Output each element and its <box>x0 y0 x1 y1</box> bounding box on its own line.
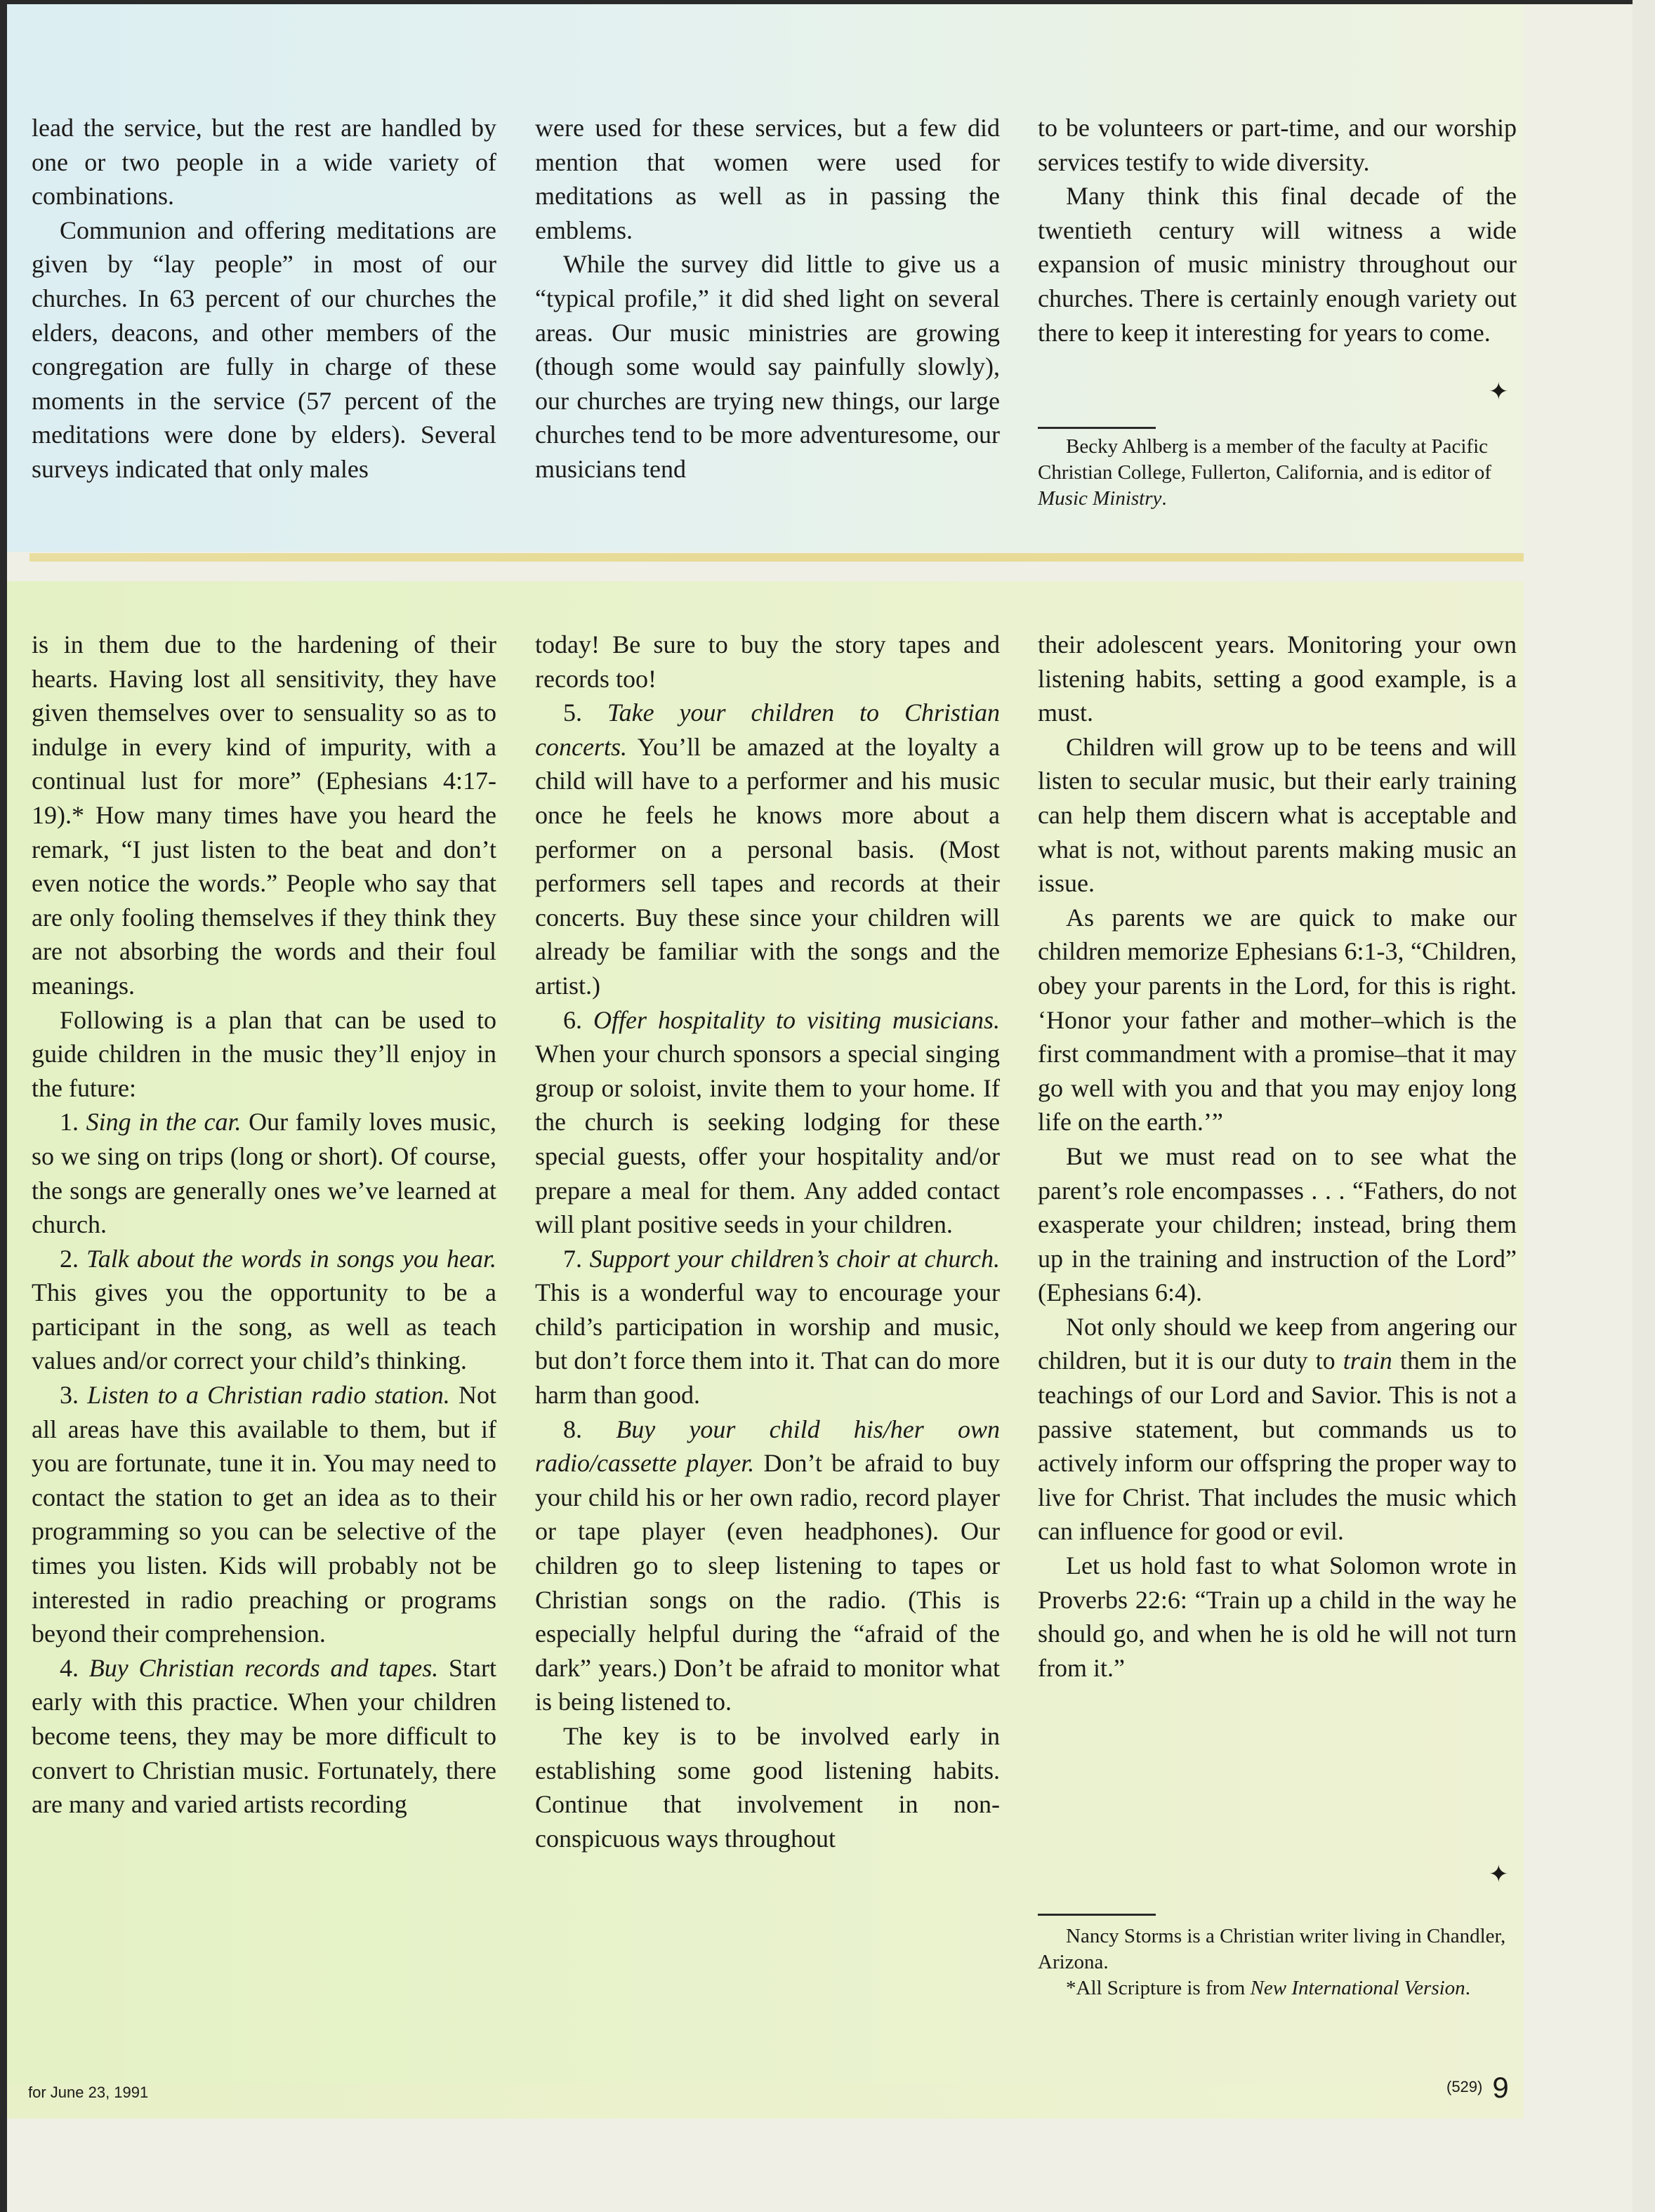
bottom-column-1 <box>32 628 496 1822</box>
tip-item: 3. Listen to a Christian radio station. Not all areas have this available to them, but if you are fortunate, tune it in. You may need to contact the station to get an idea as to their programming so you can be selective of the times you listen. Kids will probably not be interested in radio preaching or programs beyond their comprehension. <box>32 1381 497 1648</box>
bottom-column-3 <box>1038 628 1517 1685</box>
page-number: 9 <box>1492 2071 1509 2104</box>
paragraph: While the survey did little to give us a “typical profile,” it did shed light on several areas. Our music ministries are growing (though some would say painfully slowly), our churches are trying new things, our large churches tend to be more adventuresome, our musicians tend <box>535 250 1000 483</box>
top-column-1 <box>32 111 496 486</box>
top-column-3 <box>1038 111 1517 350</box>
paragraph: were used for these services, but a few did mention that women were used for meditations as well as in passing the emblems. <box>535 114 1000 244</box>
paragraph: As parents we are quick to make our children memorize Ephesians 6:1-3, “Children, obey your parents in the Lord, for this is right. ‘Honor your father and mother–which is the first commandment with a promise–that it may go well with you and that you may enjoy long life on the earth.’” <box>1038 903 1517 1137</box>
bio-rule <box>1038 427 1156 429</box>
paragraph: today! Be sure to buy the story tapes and records too! <box>535 630 1000 693</box>
bio-rule <box>1038 1914 1156 1916</box>
paragraph: Not only should we keep from angering our children, but it is our duty to train them in the teachings of our Lord and Savior. This is not a passive statement, but commands us to actively inform our offspring the proper way to live for Christ. That includes the music which can influence for good or evil. <box>1038 1312 1517 1546</box>
tip-item: 1. Sing in the car. Our family loves music, so we sing on trips (long or short). Of course, the songs are generally ones we’ve learned at church. <box>32 1108 497 1239</box>
paragraph: Communion and offering meditations are given by “lay people” in most of our churches. In 63 percent of our churches the elders, deacons, and other members of the congregation are fully in charge of these moments in the service (57 percent of the meditations were done by elders). Several surveys indicated that only males <box>32 216 496 483</box>
footer-strip <box>7 2084 1524 2119</box>
page-folio <box>1446 2071 1509 2105</box>
paragraph: to be volunteers or part-time, and our worship services testify to wide diversity. <box>1038 114 1517 176</box>
paragraph: Following is a plan that can be used to guide children in the music they’ll enjoy in the future: <box>32 1005 496 1102</box>
tip-item: 5. Take your children to Christian concerts. You’ll be amazed at the loyalty a child will have to a performer and his music once he feels he knows more about a performer on a personal basis. (Most performers sell tapes and records at their concerts. Buy these since your children will already be familiar with the songs and the artist.) <box>535 698 1000 1000</box>
bottom-column-2 <box>535 628 1000 1855</box>
section-divider <box>29 553 1524 562</box>
top-column-2 <box>535 111 1000 486</box>
paragraph: Let us hold fast to what Solomon wrote in Proverbs 22:6: “Train up a child in the way he should go, and when he is old he will not turn from it.” <box>1038 1551 1517 1682</box>
paragraph: Children will grow up to be teens and will listen to secular music, but their early training can help them discern what is acceptable and what is not, without parents making music an issue. <box>1038 732 1517 898</box>
tip-item: 7. Support your children’s choir at church. This is a wonderful way to encourage your child’s participation in worship and music, but don’t force them into it. That can do more harm than good. <box>535 1244 1000 1410</box>
paragraph: is in them due to the hardening of their hearts. Having lost all sensitivity, they have given themselves over to sensuality so as to indulge in every kind of impurity, with a continual lust for more” (Ephesians 4:17-19).* How many times have you heard the remark, “I just listen to the beat and don’t even notice the words.” People who say that are only fooling themselves if they think they are not absorbing the words and their foul meanings. <box>32 630 496 1000</box>
paragraph: lead the service, but the rest are handled by one or two people in a wide variety of combinations. <box>32 114 496 211</box>
tip-item: 8. Buy your child his/her own radio/cassette player. Don’t be afraid to buy your child his or her own radio, record player or tape player (even headphones). Our children go to sleep listening to tapes or Christian songs on the radio. (This is especially helpful during the “afraid of the dark” years.) Don’t be afraid to monitor what is being listened to. <box>535 1415 1001 1716</box>
page-margin-right <box>1633 0 1655 2212</box>
author-bio-top: Becky Ahlberg is a member of the faculty at Pacific Christian College, Fullerton, California, and is editor of Music Ministry. <box>1038 435 1491 510</box>
publication-title: Music Ministry <box>1038 487 1162 510</box>
tip-item: 6. Offer hospitality to visiting musicians. When your church sponsors a special singing group or soloist, invite them to your home. If the church is seeking lodging for these special guests, offer your hospitality and/or prepare a meal for them. Any added contact will plant positive seeds in your children. <box>535 1005 1000 1239</box>
end-mark-icon: ✦ <box>1489 378 1509 406</box>
author-bio-bottom <box>1038 1923 1522 2001</box>
author-note: Nancy Storms is a Christian writer living in Chandler, Arizona. <box>1038 1925 1506 1973</box>
scan-edge-left <box>0 0 7 2212</box>
end-mark-icon: ✦ <box>1489 1860 1509 1888</box>
tip-item: 2. Talk about the words in songs you hear. This gives you the opportunity to be a participant in the song, as well as teach values and/or correct your child’s thinking. <box>32 1244 496 1375</box>
issue-date: for June 23, 1991 <box>28 2084 149 2101</box>
page-code: (529) <box>1446 2078 1483 2095</box>
paragraph: The key is to be involved early in establishing some good listening habits. Continue that involvement in non-conspicuous ways throughout <box>535 1722 1000 1853</box>
tip-item: 4. Buy Christian records and tapes. Start early with this practice. When your children become teens, they may be more difficult to convert to Christian music. Fortunately, there are many and varied artists recording <box>32 1653 496 1819</box>
scripture-footnote: *All Scripture is from New International Version. <box>1066 1977 1470 1999</box>
paragraph: Many think this final decade of the twentieth century will witness a wide expansion of music ministry throughout our churches. There is certainly enough variety out there to keep it interesting for years to come. <box>1038 182 1517 347</box>
paragraph: their adolescent years. Monitoring your own listening habits, setting a good example, is a must. <box>1038 630 1517 727</box>
paragraph: But we must read on to see what the parent’s role encompasses . . . “Fathers, do not exasperate your children; instead, bring them up in the training and instruction of the Lord” (Ephesians 6:4). <box>1038 1141 1517 1307</box>
